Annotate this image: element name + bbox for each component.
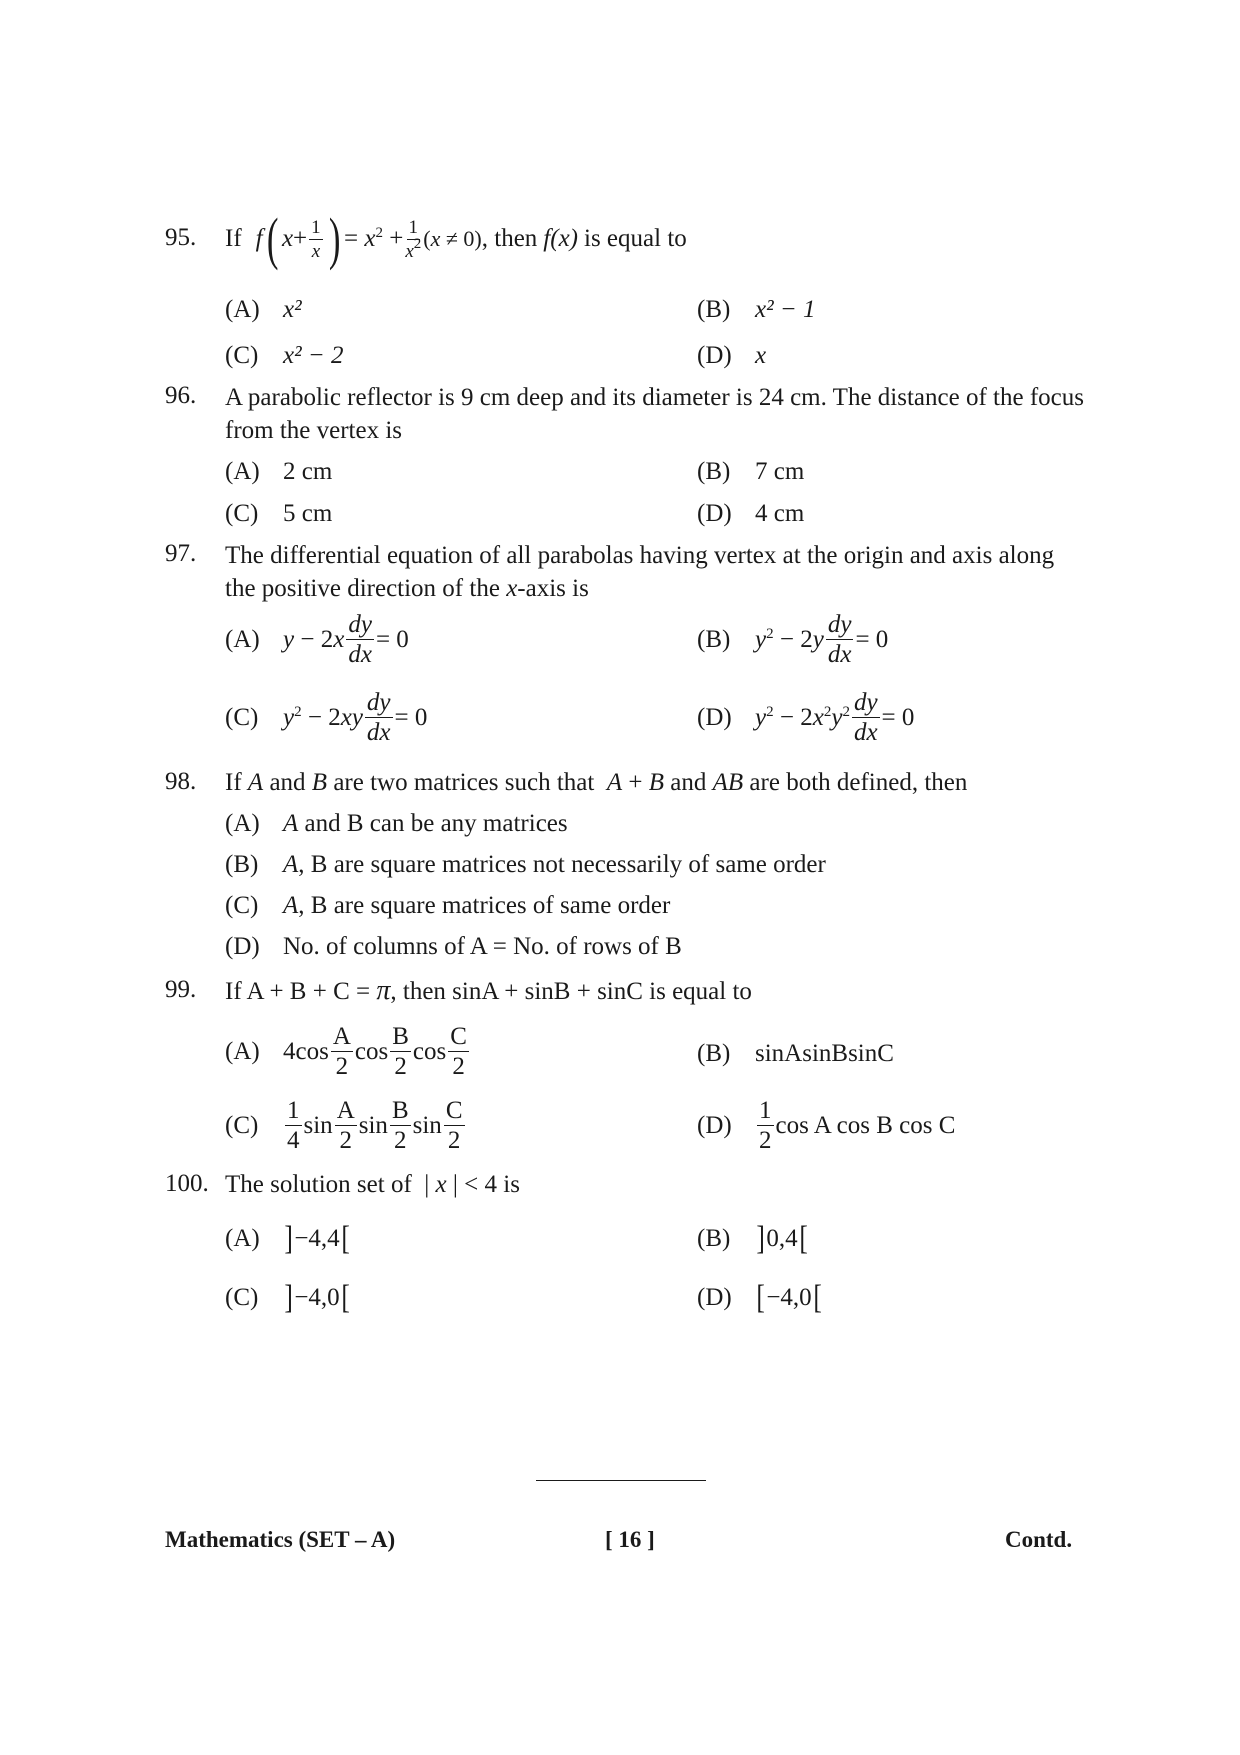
option-a[interactable]: (A) A and B can be any matrices (225, 810, 568, 837)
option-d[interactable]: (D) $y^2 - 2x^2y^2$ $\frac{dy}{dx}$ = 0 (697, 689, 915, 746)
question-100-stem: The solution set of | x | < 4 is (225, 1171, 520, 1198)
right-paren: ) (328, 206, 341, 271)
option-a[interactable]: (A) y − 2x $\frac{dy}{dx}$ = 0 (225, 611, 409, 668)
option-a[interactable]: (A) 4cos $\frac{A}{2}$ cos $\frac{B}{2}$ cos $\frac{C}{2}$ (225, 1023, 467, 1080)
derivative-fraction: $\frac{dy}{dx}$ (366, 689, 391, 746)
left-paren: ( (266, 206, 279, 271)
fraction: $\frac{1}{x^2}$ (405, 216, 422, 262)
stem-lead: If (225, 225, 242, 252)
stem-fx: f(x) (543, 225, 578, 252)
option-a[interactable]: (A) x² (225, 296, 302, 323)
option-d[interactable]: (D) x (697, 342, 767, 369)
question-98-stem: If A and B are two matrices such that A + B and AB are both defined, then (225, 769, 968, 796)
question-number: 99. (165, 976, 197, 1003)
question-number: 97. (165, 540, 197, 567)
question-96-stem: A parabolic reflector is 9 cm deep and its diameter is 24 cm. The distance of the focus from the vertex is (225, 384, 1084, 444)
option-a[interactable]: (A) ] −4,4 [ (225, 1220, 350, 1257)
derivative-fraction: $\frac{dy}{dx}$ (853, 689, 878, 746)
option-d[interactable]: (D) $\frac{1}{2}$ cos A cos B cos C (697, 1097, 956, 1154)
footer-page-number: [ 16 ] (605, 1527, 655, 1552)
option-d[interactable]: (D) [ −4,0 [ (697, 1279, 822, 1316)
question-number: 95. (165, 224, 197, 251)
question-95-stem: If f ( x+ $\frac{1}{x}$ ) = $x^2$ + $\frac{1}{x^2}$ (x ≠ 0) , then f(x) is equal to (225, 206, 687, 271)
option-b[interactable]: (B) x² − 1 (697, 296, 816, 323)
option-c[interactable]: (C) x² − 2 (225, 342, 344, 369)
stem-tail: , then (481, 225, 538, 252)
option-b[interactable]: (B) sinAsinBsinC (697, 1040, 894, 1067)
option-b[interactable]: (B) 7 cm (697, 458, 805, 485)
fraction: $\frac{1}{x}$ (311, 216, 321, 262)
option-b[interactable]: (B) $y^2 - 2y$ $\frac{dy}{dx}$ = 0 (697, 611, 889, 668)
option-b[interactable]: (B) ] 0,4 [ (697, 1220, 808, 1257)
footer-subject: Mathematics (SET – A) (165, 1527, 396, 1552)
option-c[interactable]: (C) $\frac{1}{4}$ sin $\frac{A}{2}$ sin $\frac{B}{2}$ sin $\frac{C}{2}$ (225, 1097, 463, 1154)
question-number: 96. (165, 382, 197, 409)
option-c[interactable]: (C) $y^2 - 2xy$ $\frac{dy}{dx}$ = 0 (225, 689, 428, 746)
question-number: 100. (165, 1170, 209, 1197)
option-d[interactable]: (D) 4 cm (697, 500, 805, 527)
question-number: 98. (165, 768, 197, 795)
stem-end: is equal to (584, 225, 687, 252)
question-99-stem: If A + B + C = π, then sinA + sinB + sinC is equal to (225, 975, 752, 1006)
option-a[interactable]: (A) 2 cm (225, 458, 333, 485)
option-b[interactable]: (B) A , B are square matrices not necessarily of same order (225, 851, 826, 878)
derivative-fraction: $\frac{dy}{dx}$ (348, 611, 372, 668)
footer-contd: Contd. (1005, 1527, 1073, 1552)
end-rule (536, 1480, 706, 1481)
question-97-stem: The differential equation of all parabolas having vertex at the origin and axis along the positive direction of the x-axis is (225, 542, 1055, 602)
option-c[interactable]: (C) 5 cm (225, 500, 333, 527)
option-d[interactable]: (D) No. of columns of A = No. of rows of B (225, 933, 682, 960)
option-c[interactable]: (C) ] −4,0 [ (225, 1279, 350, 1316)
derivative-fraction: $\frac{dy}{dx}$ (827, 611, 852, 668)
option-c[interactable]: (C) A , B are square matrices of same order (225, 892, 671, 919)
